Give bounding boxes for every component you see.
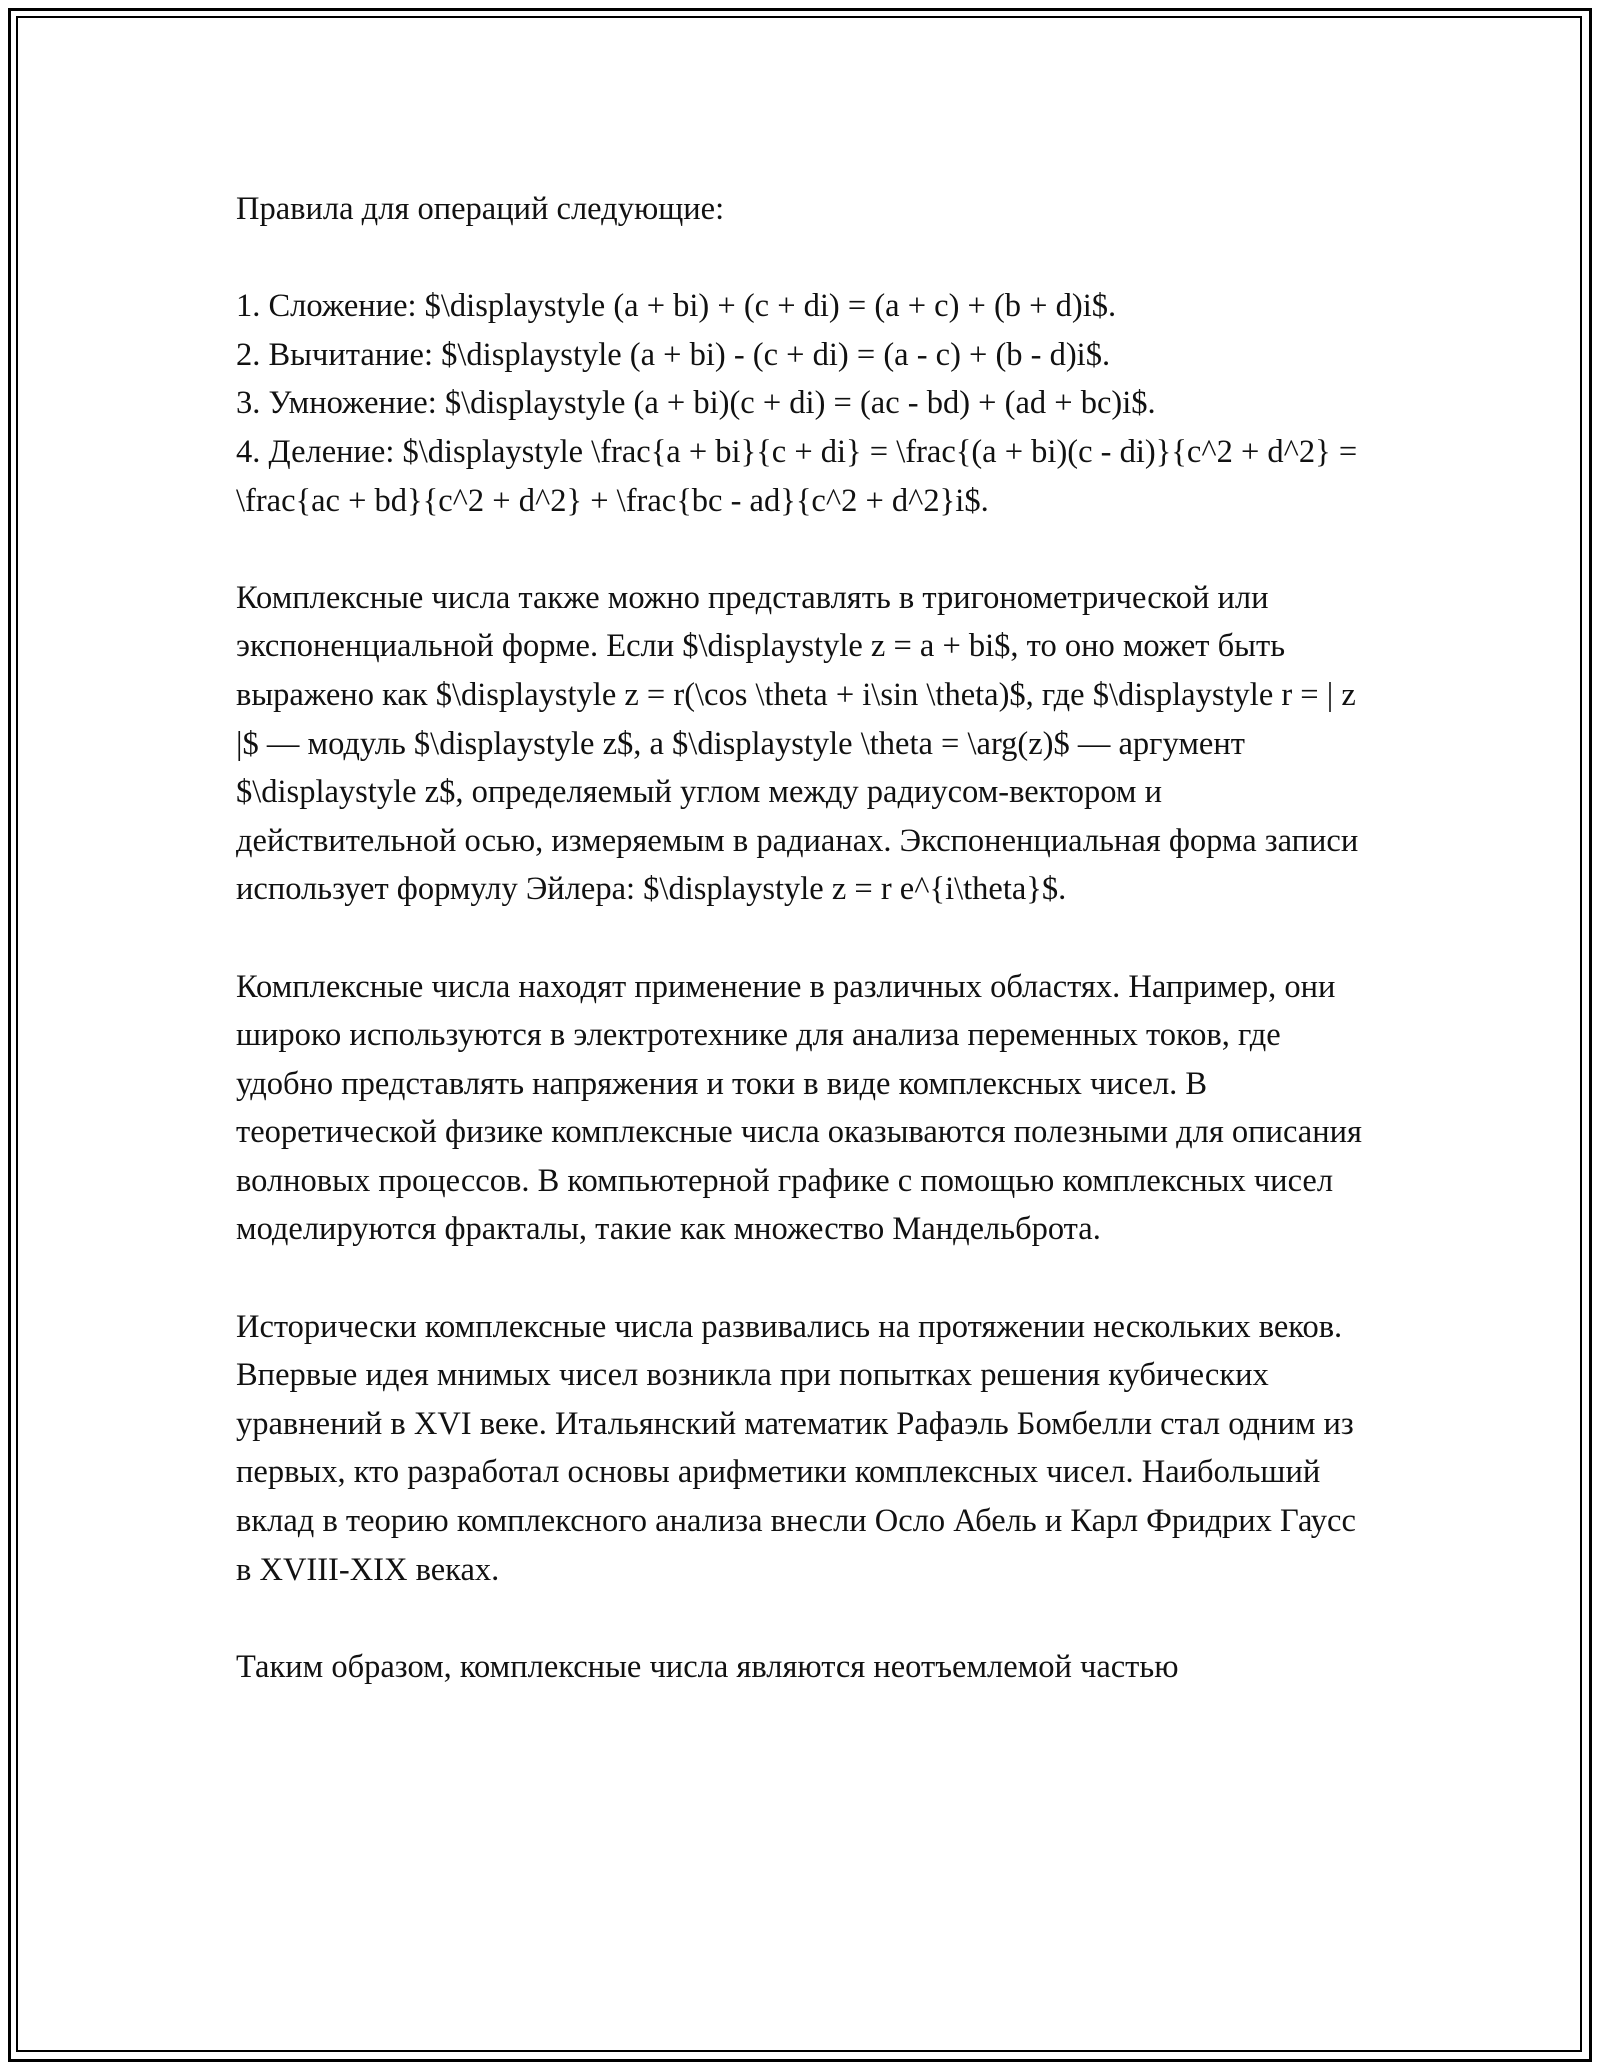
paragraph-history: Исторически комплексные числа развивались на протяжении нескольких веков. Впервые идея мнимых чисел возникла при попытках решения кубических уравнений в XVI веке. Итальянский математик Рафаэль Бомбелли стал одним из первых, кто разработал основы арифметики комплексных чисел. Наибольший вклад в теорию комплексного анализа внесли Осло Абель и Карл Фридрих Гаусс в XVIII-XIX веках. — [236, 1308, 1356, 1588]
rule-multiplication: 3. Умножение: $\displaystyle (a + bi)(c + di) = (ac - bd) + (ad + bc)i$. — [236, 385, 1156, 422]
rule-subtraction: 2. Вычитание: $\displaystyle (a + bi) - (c + di) = (a - c) + (b - d)i$. — [236, 336, 1111, 373]
paragraph-trigonometric-form: Комплексные числа также можно представлять в тригонометрической или экспоненциальной форме. Если $\displaystyle z = a + bi$, то оно может быть выражено как $\displaystyle z = r(\cos \theta + i\sin \theta)$, где $\displaystyle r = | z |$ — модуль $\displaystyle z$, а $\displaystyle \theta = \arg(z)$ — аргумент $\displaystyle z$, определяемый углом между радиусом-вектором и действительной осью, измеряемым в радианах. Экспоненциальная форма записи использует формулу Эйлера: $\displaystyle z = r e^{i\theta}$. — [236, 579, 1359, 908]
paragraph-conclusion: Таким образом, комплексные числа являются неотъемлемой частью — [236, 1648, 1179, 1685]
paragraph-applications: Комплексные числа находят применение в различных областях. Например, они широко используются в электротехнике для анализа переменных токов, где удобно представлять напряжения и токи в виде комплексных чисел. В теоретической физике комплексные числа оказываются полезными для описания волновых процессов. В компьютерной графике с помощью комплексных чисел моделируются фракталы, такие как множество Мандельброта. — [236, 968, 1362, 1248]
document-body — [236, 185, 1376, 1740]
rule-division: 4. Деление: $\displaystyle \frac{a + bi}{c + di} = \frac{(a + bi)(c - di)}{c^2 + d^2} = \frac{ac + bd}{c^2 + d^2} + \frac{bc - ad}{c^2 + d^2}i$. — [236, 433, 1358, 519]
rule-addition: 1. Сложение: $\displaystyle (a + bi) + (c + di) = (a + c) + (b + d)i$. — [236, 288, 1117, 325]
intro-paragraph: Правила для операций следующие: — [236, 191, 725, 227]
operation-rules-list — [236, 282, 1376, 525]
